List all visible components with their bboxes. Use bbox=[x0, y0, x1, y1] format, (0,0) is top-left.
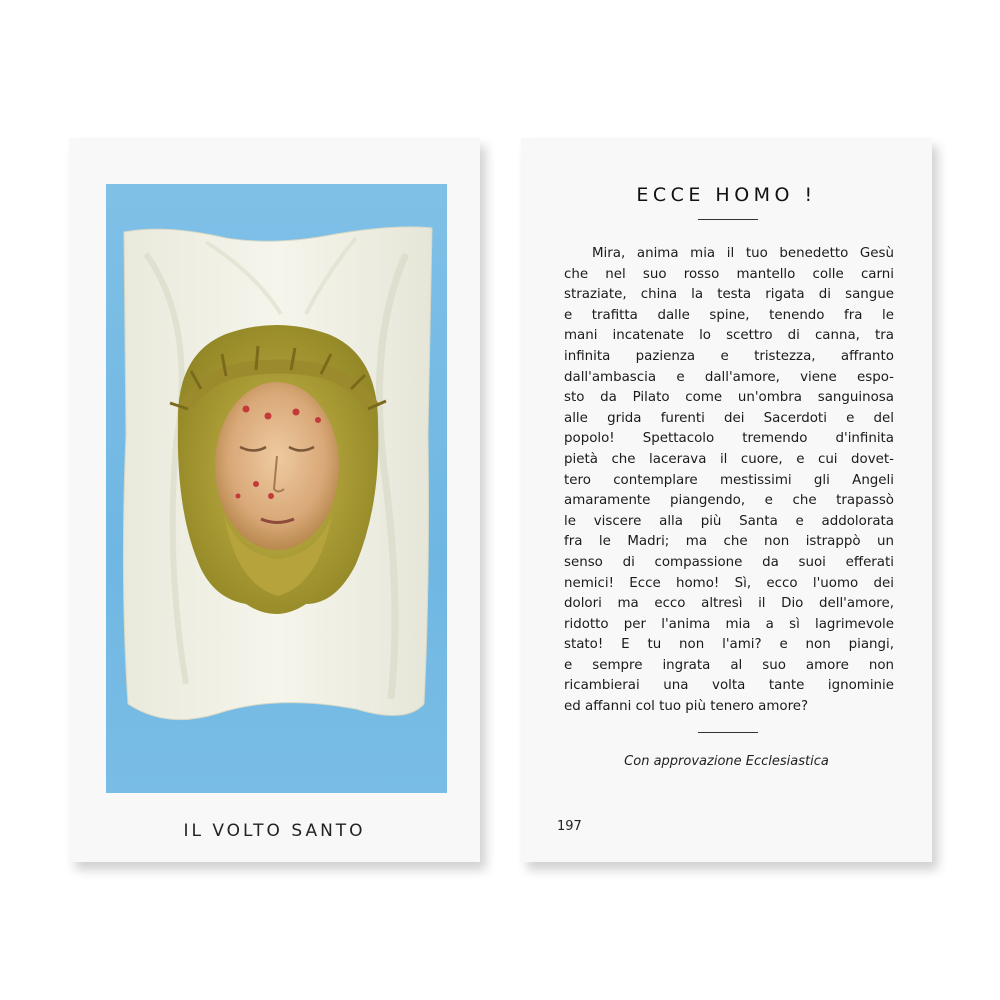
prayer-line: pietà che lacerava il cuore, e cui dovet- bbox=[564, 451, 894, 467]
prayer-line: ridotto per l'anima mia a sì lagrimevole bbox=[564, 616, 894, 632]
prayer-title: ECCE HOMO ! bbox=[636, 184, 817, 206]
prayer-line: infinita pazienza e tristezza, affranto bbox=[564, 348, 894, 364]
prayer-line: le viscere alla più Santa e addolorata bbox=[564, 513, 894, 529]
prayer-line: sto da Pilato come un'ombra sanguinosa bbox=[564, 390, 894, 406]
prayer-line: nemici! Ecce homo! Sì, ecco l'uomo dei bbox=[564, 575, 894, 591]
prayer-line: amaramente piangendo, e che trapassò bbox=[564, 493, 894, 509]
prayer-line: dall'ambascia e dall'amore, viene espo- bbox=[564, 369, 894, 385]
prayer-line: Mira, anima mia il tuo benedetto Gesù bbox=[592, 246, 894, 261]
prayer-line: tero contemplare mestissimi gli Angeli bbox=[564, 472, 894, 488]
prayer-line: popolo! Spettacolo tremendo d'infinita bbox=[564, 431, 894, 447]
veil-illustration bbox=[106, 184, 447, 793]
bottom-divider bbox=[698, 732, 758, 733]
page-number: 197 bbox=[557, 819, 582, 834]
holy-face-picture bbox=[106, 184, 447, 793]
prayer-line: mani incatenate lo scettro di canna, tra bbox=[564, 328, 894, 344]
prayer-line: stato! E tu non l'ami? e non piangi, bbox=[564, 637, 894, 653]
title-divider bbox=[698, 219, 758, 220]
prayer-line: ed affanni col tuo più tenero amore? bbox=[564, 699, 809, 715]
prayer-line: senso di compassione da suoi efferati bbox=[564, 554, 894, 570]
approval-note: Con approvazione Ecclesiastica bbox=[624, 754, 829, 769]
prayer-line: alle grida furenti dei Sacerdoti e del bbox=[564, 410, 894, 426]
prayer-line: ricambierai una volta tante ignominie bbox=[564, 678, 894, 694]
prayer-line: dolori ma ecco altresì il Dio dell'amore, bbox=[564, 596, 894, 612]
prayer-line: e sempre ingrata al suo amore non bbox=[564, 657, 894, 673]
prayer-line: straziate, china la testa rigata di sangue bbox=[564, 287, 894, 303]
prayer-text bbox=[564, 244, 894, 718]
prayer-line: che nel suo rosso mantello colle carni bbox=[564, 266, 894, 282]
holy-card-back bbox=[521, 138, 932, 862]
holy-card-front bbox=[69, 138, 480, 862]
card-caption: IL VOLTO SANTO bbox=[183, 821, 366, 841]
prayer-line: fra le Madri; ma che non istrappò un bbox=[564, 534, 894, 550]
prayer-line: e trafitta dalle spine, tenendo fra le bbox=[564, 307, 894, 323]
